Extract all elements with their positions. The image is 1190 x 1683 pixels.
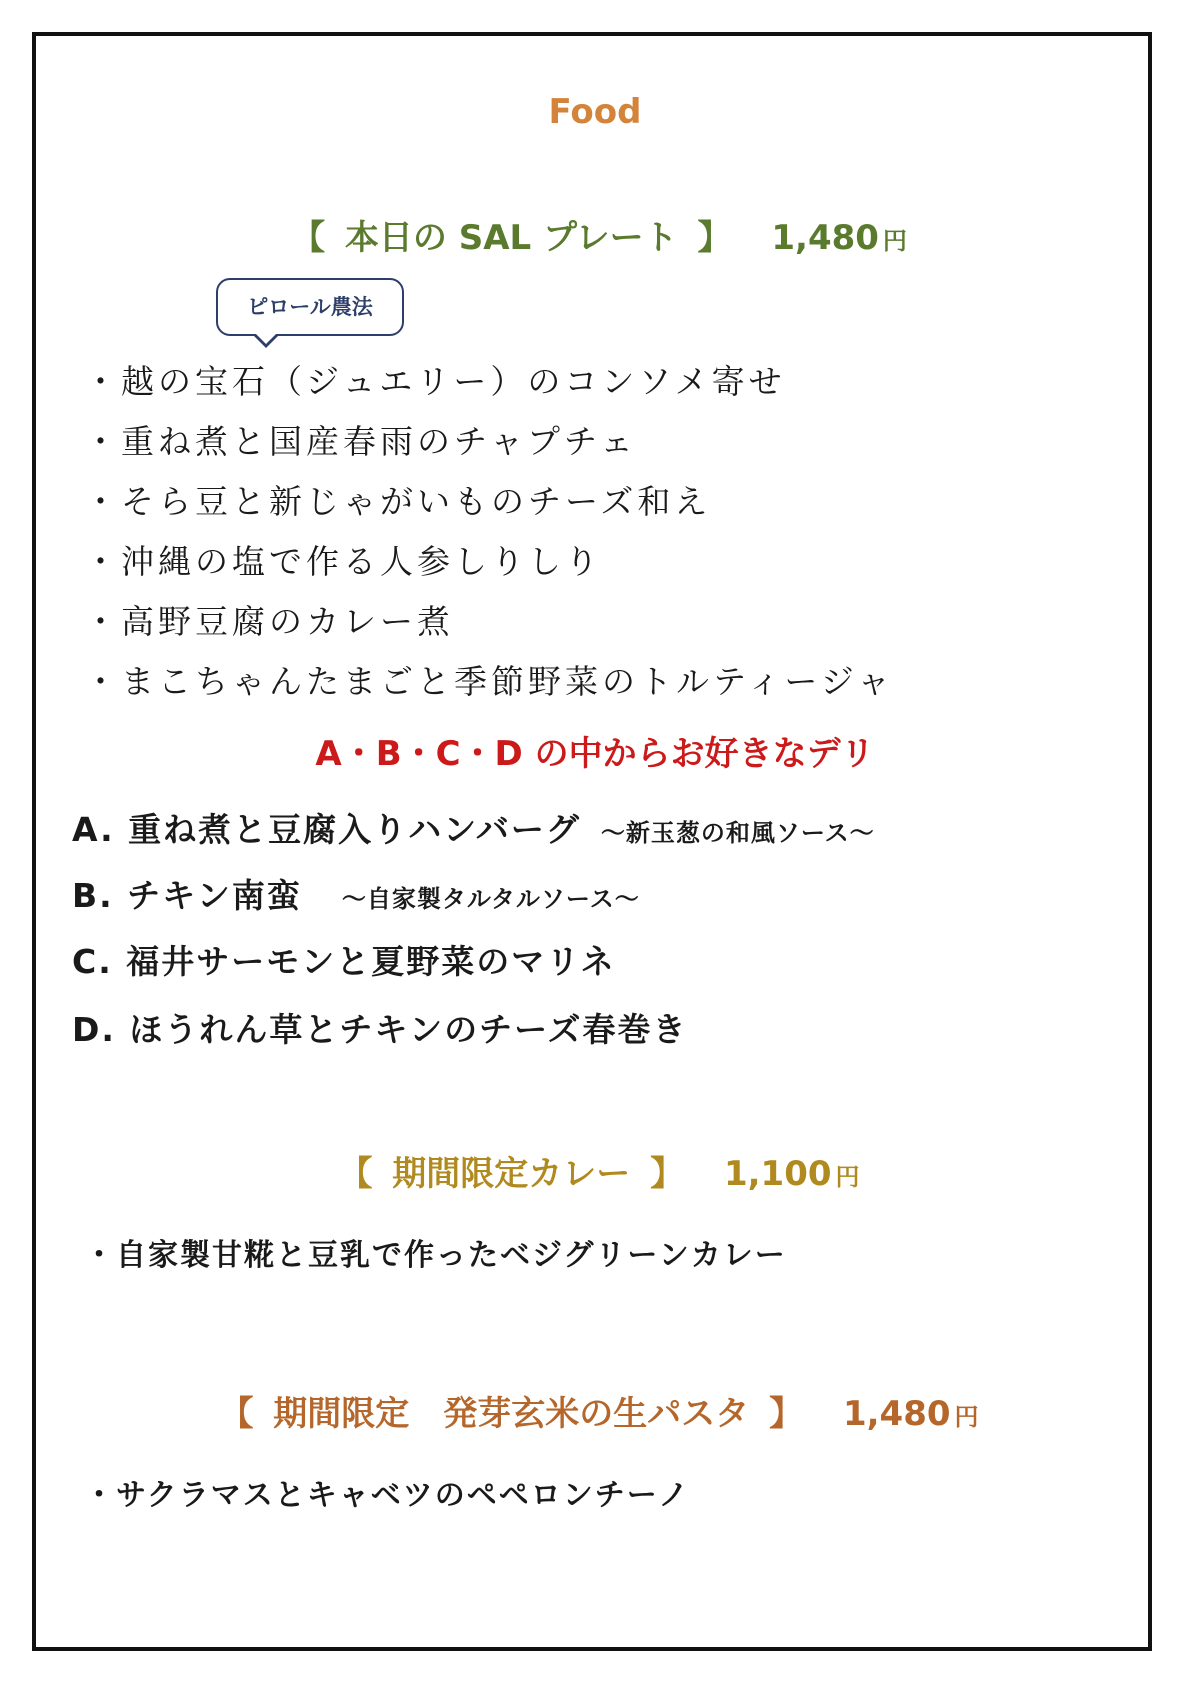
callout-tail-fill [255,333,277,344]
deli-name: A. 重ね煮と豆腐入りハンバーグ [72,810,581,849]
curry-price: 1,100 [723,1154,832,1194]
pasta-heading [0,1386,1190,1435]
plate-item: ・越の宝石（ジュエリー）のコンソメ寄せ [84,362,786,401]
deli-name: B. チキン南蛮 [72,876,302,915]
plate-bracket-open: 【 [291,218,326,258]
plate-name: 本日の SAL プレート [344,218,678,258]
pasta-item: ・サクラマスとキャベツのペペロンチーノ [84,1478,691,1513]
pasta-bracket-open: 【 [219,1394,254,1434]
plate-item: ・沖縄の塩で作る人参しりしり [84,542,602,581]
callout-bubble: ピロール農法 [216,278,404,336]
pasta-name: 期間限定 発芽玄米の生パスタ [273,1394,750,1434]
deli-sauce: ～自家製タルタルソース～ [341,885,640,913]
deli-option-a [72,804,875,851]
plate-price: 1,480 [771,218,879,258]
curry-name: 期間限定カレー [392,1154,631,1194]
curry-item: ・自家製甘糀と豆乳で作ったベジグリーンカレー [84,1238,787,1273]
deli-option-d [72,1004,687,1051]
deli-name: D. ほうれん草とチキンのチーズ春巻き [72,1010,688,1049]
pasta-bracket-close: 】 [769,1394,804,1434]
curry-yen: 円 [835,1163,860,1191]
pasta-yen: 円 [954,1403,979,1431]
curry-heading [0,1146,1190,1195]
deli-sauce: ～新玉葱の和風ソース～ [600,819,875,847]
curry-bracket-open: 【 [338,1154,373,1194]
menu-title: Food [548,92,642,132]
plate-item: ・まこちゃんたまごと季節野菜のトルティージャ [84,662,895,701]
choice-heading: A・B・C・D の中からお好きなデリ [315,734,875,774]
plate-item: ・高野豆腐のカレー煮 [84,602,454,641]
deli-option-b [72,870,640,917]
deli-option-c [72,936,616,983]
plate-item: ・重ね煮と国産春雨のチャプチェ [84,422,638,461]
plate-bracket-close: 】 [697,218,732,258]
curry-bracket-close: 】 [650,1154,685,1194]
deli-name: C. 福井サーモンと夏野菜のマリネ [72,942,616,981]
plate-heading [0,210,1190,259]
plate-yen: 円 [882,227,907,255]
plate-item: ・そら豆と新じゃがいものチーズ和え [84,482,712,521]
pasta-price: 1,480 [842,1394,951,1434]
